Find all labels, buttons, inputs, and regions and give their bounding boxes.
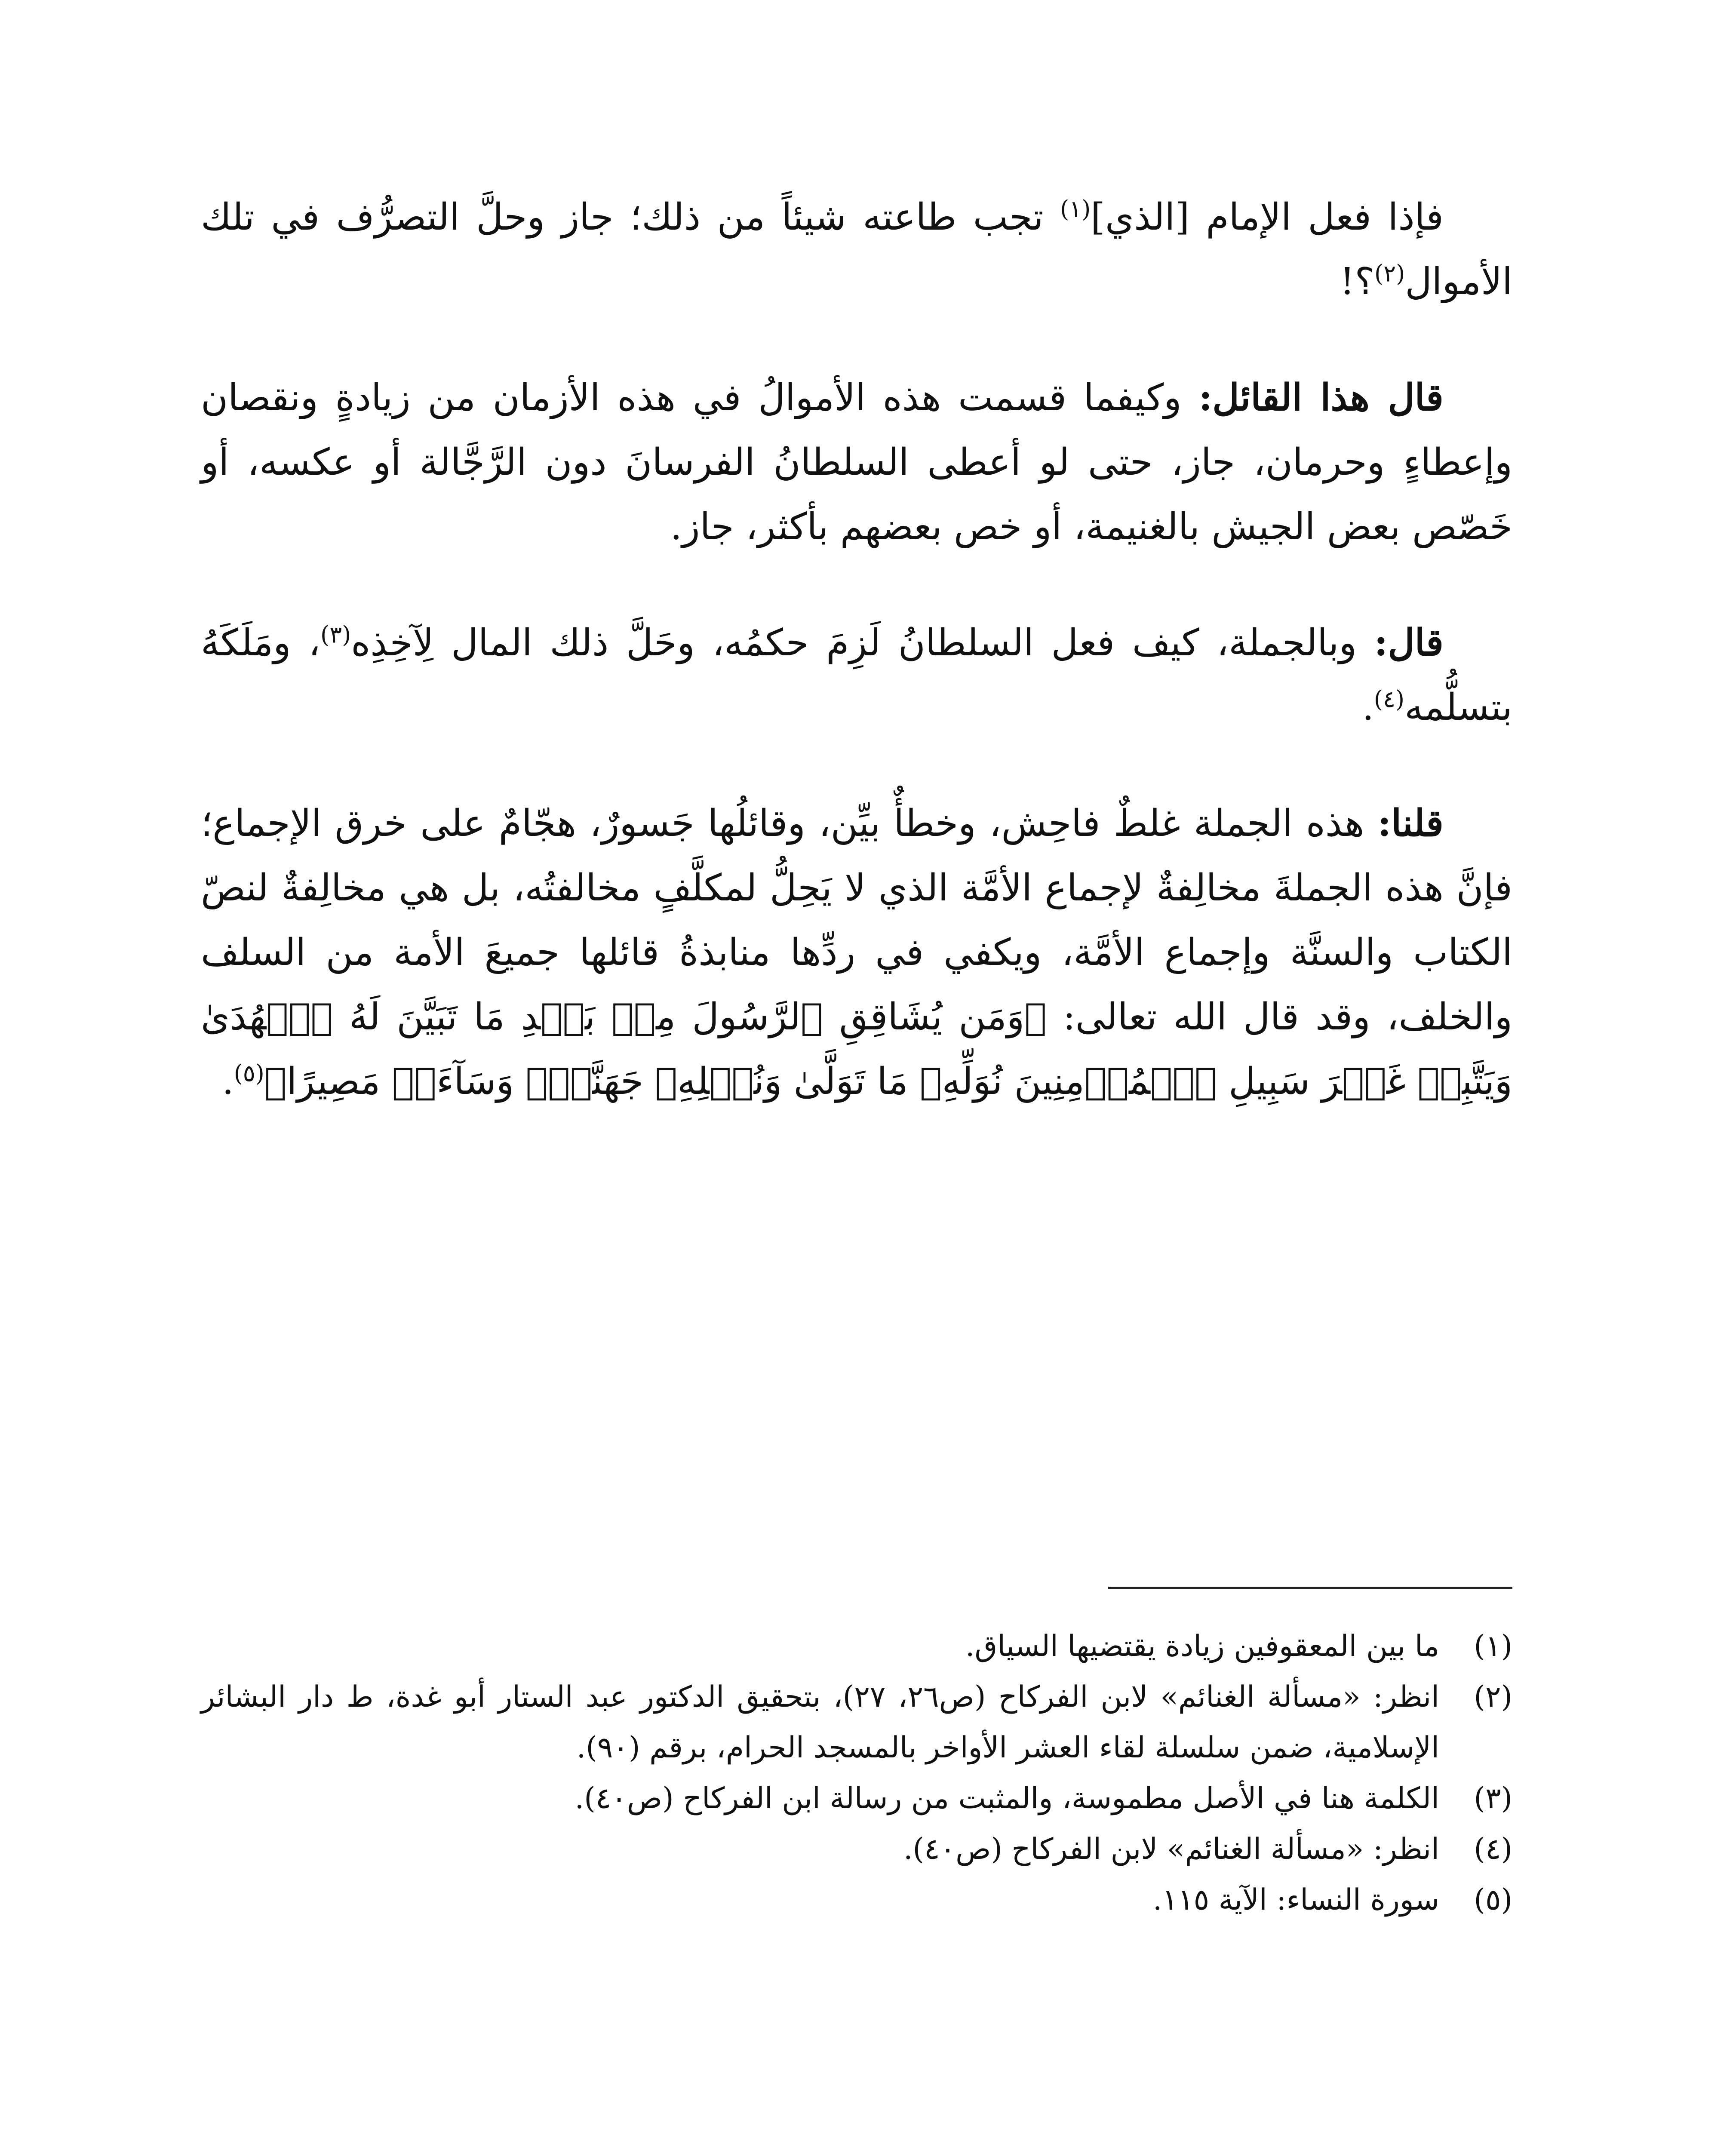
main-text: [201, 185, 1512, 1165]
paragraph-lead: قال:: [1374, 621, 1444, 664]
footnote-text: الكلمة هنا في الأصل مطموسة، والمثبت من رسالة ابن الفركاح (ص٤٠).: [575, 1781, 1439, 1815]
footnote: [201, 1672, 1512, 1773]
paragraph-text: هذه الجملة غلطٌ فاحِش، وخطأٌ بيِّن، وقائلُها جَسورٌ، هجّامٌ على خرق الإجماع؛ فإنَّ هذه الجملةَ مخالِفةٌ لإجماع الأمَّة الذي لا يَحِلُّ لمكلَّفٍ مخالفتُه، بل هي مخالِفةٌ لنصّ الكتاب والسنَّة وإجماع الأمَّة، ويكفي في ردِّها منابذةُ قائلها جميعَ الأمة من السلف والخلف، وقد قال الله تعالى:: [201, 802, 1512, 1038]
footnote-reference: (٣): [320, 621, 351, 648]
footnote: [201, 1824, 1512, 1875]
paragraph: [201, 791, 1512, 1114]
footnotes: [201, 1621, 1512, 1926]
footnote-reference: (٢): [1374, 260, 1405, 287]
paragraph-lead: قال هذا القائل:: [1198, 376, 1444, 419]
footnote-reference: (٥): [234, 1060, 264, 1087]
footnote-text: انظر: «مسألة الغنائم» لابن الفركاح (ص٤٠).: [903, 1832, 1439, 1866]
quran-quote: ﴿وَمَن يُشَاقِقِ ٱلرَّسُولَ مِنۢ بَعۡدِ مَا تَبَيَّنَ لَهُ ٱلۡهُدَىٰ وَيَتَّبِعۡ غَيۡرَ سَبِيلِ ٱلۡمُؤۡمِنِينَ نُوَلِّهِۦ مَا تَوَلَّىٰ وَنُصۡلِهِۦ جَهَنَّمَۖ وَسَآءَتۡ مَصِيرًا﴾: [201, 995, 1512, 1103]
footnote-number: (٣): [1474, 1781, 1512, 1815]
footnote-text: انظر: «مسألة الغنائم» لابن الفركاح (ص٢٦، ٢٧)، بتحقيق الدكتور عبد الستار أبو غدة، ط دار البشائر الإسلامية، ضمن سلسلة لقاء العشر الأواخر بالمسجد الحرام، برقم (٩٠).: [201, 1680, 1440, 1765]
footnote-separator: [1108, 1587, 1512, 1589]
paragraph: [201, 366, 1512, 559]
footnote-text: ما بين المعقوفين زيادة يقتضيها السياق.: [965, 1629, 1439, 1663]
footnote-number: (٢): [1474, 1680, 1512, 1714]
paragraph-text: وبالجملة، كيف فعل السلطانُ لَزِمَ حكمُه، وحَلَّ ذلك المال لِآخِذِه: [351, 621, 1374, 664]
paragraph-text: فإذا فعل الإمام [الذي]: [1091, 196, 1444, 239]
footnote: [201, 1875, 1512, 1926]
footnote-text: سورة النساء: الآية ١١٥.: [1152, 1883, 1439, 1917]
paragraph-text: وكيفما قسمت هذه الأموالُ في هذه الأزمان من زيادةٍ ونقصان وإعطاءٍ وحرمان، جاز، حتى لو أعطى السلطانُ الفرسانَ دون الرَّجَّالة أو عكسه، أو خَصّص بعض الجيش بالغنيمة، أو خص بعضهم بأكثر، جاز.: [201, 376, 1512, 548]
footnote-number: (١): [1474, 1629, 1512, 1663]
footnote-number: (٤): [1474, 1832, 1512, 1866]
paragraph-text: .: [222, 1060, 234, 1103]
paragraph-lead: قلنا:: [1377, 802, 1444, 845]
footnote: [201, 1621, 1512, 1672]
footnote: [201, 1773, 1512, 1824]
paragraph: [201, 611, 1512, 740]
paragraph: [201, 185, 1512, 314]
footnote-reference: (٤): [1373, 685, 1405, 713]
paragraph-text: ، ومَلَكَهُ بتسلُّمه: [201, 621, 1512, 729]
paragraph-text: .: [1362, 686, 1374, 729]
footnote-reference: (١): [1060, 195, 1091, 223]
footnote-number: (٥): [1474, 1883, 1512, 1917]
paragraph-text: ؟!: [1340, 260, 1375, 303]
paragraph-text: تجب طاعته شيئاً من ذلك؛ جاز وحلَّ التصرُّف في تلك الأموال: [201, 196, 1512, 303]
